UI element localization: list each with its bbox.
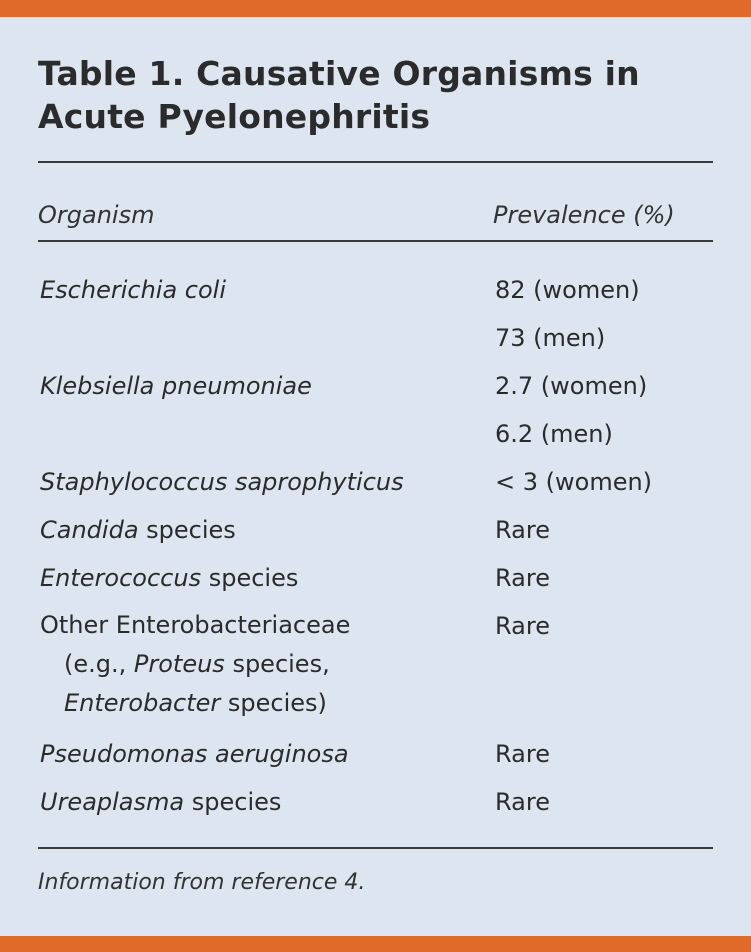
organism-cell: Escherichia coli xyxy=(40,276,226,304)
header-prevalence: Prevalence (%) xyxy=(493,201,675,229)
organism-cell xyxy=(38,602,495,730)
prevalence-cell: Rare xyxy=(495,740,550,768)
organism-line2-suffix: species, xyxy=(224,650,330,678)
table-row xyxy=(38,554,713,602)
prevalence-cell: Rare xyxy=(495,516,550,544)
title-divider xyxy=(38,161,713,163)
organism-line2 xyxy=(40,645,495,684)
table-header xyxy=(38,200,713,230)
top-accent-bar xyxy=(0,0,751,17)
organism-cell xyxy=(38,410,495,458)
table-row xyxy=(38,362,713,410)
footer-divider xyxy=(38,847,713,849)
organism-suffix: species xyxy=(201,564,299,592)
table-footnote: Information from reference 4. xyxy=(38,870,366,895)
prevalence-cell: 6.2 (men) xyxy=(495,420,613,448)
table-row xyxy=(38,602,713,730)
organism-line3-suffix: species) xyxy=(220,689,327,717)
table-panel xyxy=(38,52,713,897)
table-title-line2: Acute Pyelonephritis xyxy=(38,97,431,136)
table-row xyxy=(38,730,713,778)
organism-line3 xyxy=(40,684,495,723)
table-row xyxy=(38,778,713,826)
table-row xyxy=(38,266,713,314)
organism-genus: Ureaplasma xyxy=(40,788,185,816)
organism-line2-genus: Proteus xyxy=(133,650,225,678)
prevalence-cell: 2.7 (women) xyxy=(495,372,648,400)
prevalence-cell: Rare xyxy=(495,788,550,816)
table-row xyxy=(38,506,713,554)
table-row xyxy=(38,458,713,506)
organism-cell: Pseudomonas aeruginosa xyxy=(40,740,349,768)
organism-suffix: species xyxy=(138,516,236,544)
organism-line2-prefix: (e.g., xyxy=(64,650,134,678)
prevalence-cell: 73 (men) xyxy=(495,324,606,352)
header-divider xyxy=(38,240,713,242)
organism-genus: Enterococcus xyxy=(40,564,202,592)
table-row xyxy=(38,314,713,362)
organism-cell: Staphylococcus saprophyticus xyxy=(40,468,404,496)
prevalence-cell: Rare xyxy=(495,612,550,640)
organism-line1: Other Enterobacteriaceae xyxy=(40,611,351,639)
table-title-line1: Table 1. Causative Organisms in xyxy=(38,54,640,93)
prevalence-cell: 82 (women) xyxy=(495,276,640,304)
bottom-accent-bar xyxy=(0,936,751,952)
table-title xyxy=(38,52,713,138)
prevalence-cell: < 3 (women) xyxy=(495,468,653,496)
organism-cell: Klebsiella pneumoniae xyxy=(40,372,312,400)
organism-cell xyxy=(38,778,495,826)
prevalence-cell: Rare xyxy=(495,564,550,592)
table-body xyxy=(38,266,713,826)
organism-line3-genus: Enterobacter xyxy=(64,689,221,717)
organism-cell xyxy=(38,554,495,602)
organism-cell xyxy=(38,506,495,554)
organism-genus: Candida xyxy=(40,516,139,544)
organism-cell xyxy=(38,314,495,362)
header-organism: Organism xyxy=(38,201,155,229)
table-row xyxy=(38,410,713,458)
organism-suffix: species xyxy=(184,788,282,816)
